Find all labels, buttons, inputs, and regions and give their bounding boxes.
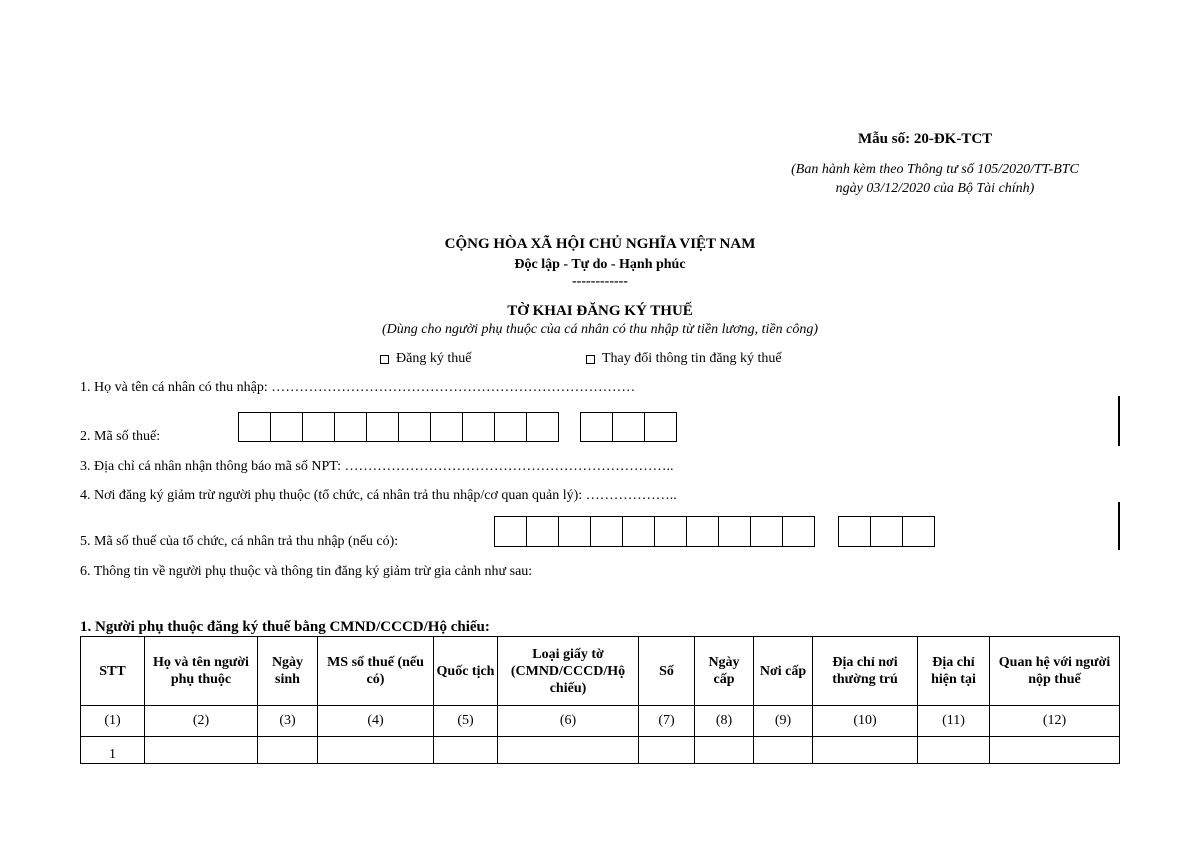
col-name: Họ và tên người phụ thuộc <box>145 637 258 706</box>
table-cell[interactable] <box>754 737 813 764</box>
table-cell[interactable] <box>918 737 990 764</box>
num-cell: (3) <box>258 706 318 737</box>
num-cell: (1) <box>81 706 145 737</box>
col-permanent-address: Địa chỉ nơi thường trú <box>813 637 918 706</box>
form-subtitle: (Dùng cho người phụ thuộc của cá nhân có thu nhập từ tiền lương, tiền công) <box>381 322 818 337</box>
table-row <box>81 737 1120 764</box>
num-cell: (6) <box>498 706 639 737</box>
num-cell: (12) <box>990 706 1120 737</box>
motto-separator: ------------ <box>572 274 628 289</box>
col-dob: Ngày sinh <box>258 637 318 706</box>
table-cell[interactable] <box>639 737 695 764</box>
col-current-address: Địa chỉ hiện tại <box>918 637 990 706</box>
num-cell: (2) <box>145 706 258 737</box>
table-header-row <box>81 637 1120 706</box>
num-cell: (4) <box>318 706 434 737</box>
table-cell[interactable] <box>498 737 639 764</box>
dependents-table <box>80 636 1120 764</box>
table-cell[interactable] <box>695 737 754 764</box>
payer-tax-code-suffix-boxes[interactable] <box>838 516 935 547</box>
form-title: TỜ KHAI ĐĂNG KÝ THUẾ <box>507 303 693 319</box>
row-stt: 1 <box>81 737 145 764</box>
num-cell: (9) <box>754 706 813 737</box>
col-issue-place: Nơi cấp <box>754 637 813 706</box>
table-cell[interactable] <box>990 737 1120 764</box>
section1-title: 1. Người phụ thuộc đăng ký thuế bằng CMND/CCCD/Hộ chiếu: <box>80 619 490 635</box>
num-cell: (10) <box>813 706 918 737</box>
option-change-label: Thay đổi thông tin đăng ký thuế <box>602 351 782 366</box>
num-cell: (7) <box>639 706 695 737</box>
num-cell: (11) <box>918 706 990 737</box>
checkbox-change[interactable] <box>586 355 595 364</box>
nation-motto: Độc lập - Tự do - Hạnh phúc <box>514 257 686 272</box>
col-number: Số <box>639 637 695 706</box>
table-cell[interactable] <box>145 737 258 764</box>
issued-note <box>740 160 1130 198</box>
field-dependent-info: 6. Thông tin về người phụ thuộc và thông tin đăng ký giảm trừ gia cảnh như sau: <box>80 564 533 579</box>
table-cell[interactable] <box>318 737 434 764</box>
margin-line-2 <box>1118 502 1120 550</box>
col-stt: STT <box>81 637 145 706</box>
field-tax-code-label: 2. Mã số thuế: <box>80 429 161 444</box>
col-doc-type: Loại giấy tờ (CMND/CCCD/Hộ chiếu) <box>498 637 639 706</box>
field-npt-address: 3. Địa chỉ cá nhân nhận thông báo mã số NPT: …………………………………………………………….. <box>80 459 674 474</box>
issued-note-line1: (Ban hành kèm theo Thông tư số 105/2020/TT-BTC <box>791 162 1079 177</box>
field-payer-tax-code-label: 5. Mã số thuế của tổ chức, cá nhân trả thu nhập (nếu có): <box>80 534 399 549</box>
margin-line <box>1118 396 1120 446</box>
option-register[interactable] <box>380 351 471 367</box>
tax-code-boxes[interactable] <box>238 412 559 442</box>
num-cell: (5) <box>434 706 498 737</box>
col-nationality: Quốc tịch <box>434 637 498 706</box>
table-number-row <box>81 706 1120 737</box>
nation-name: CỘNG HÒA XÃ HỘI CHỦ NGHĨA VIỆT NAM <box>444 236 756 252</box>
num-cell: (8) <box>695 706 754 737</box>
field-taxpayer-name: 1. Họ và tên cá nhân có thu nhập: …………………………………………………………………… <box>80 380 636 395</box>
form-number: Mẫu số: 20-ĐK-TCT <box>858 131 993 147</box>
table-cell[interactable] <box>258 737 318 764</box>
option-register-label: Đăng ký thuế <box>396 351 472 366</box>
issued-note-line2: ngày 03/12/2020 của Bộ Tài chính) <box>835 181 1035 196</box>
tax-code-suffix-boxes[interactable] <box>580 412 677 442</box>
option-change[interactable] <box>586 351 782 367</box>
table-cell[interactable] <box>813 737 918 764</box>
checkbox-register[interactable] <box>380 355 389 364</box>
field-deduction-place: 4. Nơi đăng ký giảm trừ người phụ thuộc (tổ chức, cá nhân trả thu nhập/cơ quan quản lý): ……………….. <box>80 488 677 503</box>
col-tax-code: MS số thuế (nếu có) <box>318 637 434 706</box>
payer-tax-code-boxes[interactable] <box>494 516 815 547</box>
table-cell[interactable] <box>434 737 498 764</box>
col-relationship: Quan hệ với người nộp thuế <box>990 637 1120 706</box>
col-issue-date: Ngày cấp <box>695 637 754 706</box>
